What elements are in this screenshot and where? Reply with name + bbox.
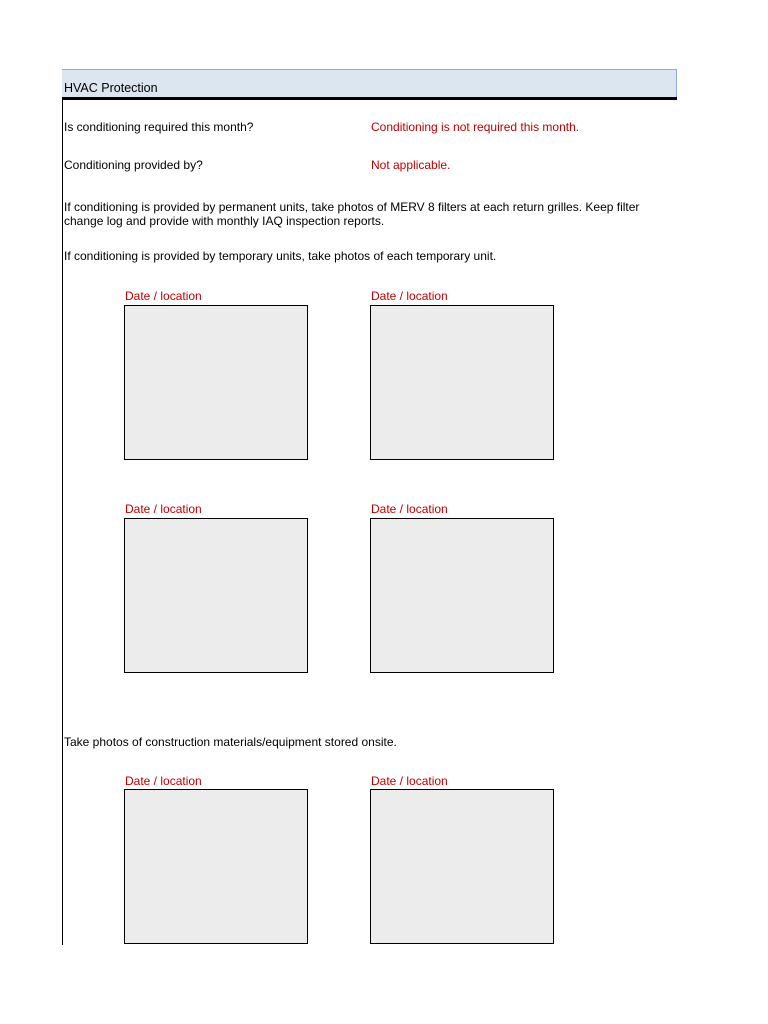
section-header — [62, 69, 677, 98]
photo-placeholder[interactable] — [370, 789, 554, 944]
note-temporary-units: If conditioning is provided by temporary units, take photos of each temporary unit. — [64, 249, 497, 263]
photo-caption[interactable]: Date / location — [125, 774, 202, 788]
answer-conditioning-required[interactable]: Conditioning is not required this month. — [371, 120, 580, 134]
photo-caption[interactable]: Date / location — [125, 289, 202, 303]
question-conditioning-required: Is conditioning required this month? — [64, 120, 254, 134]
photo-caption[interactable]: Date / location — [371, 502, 448, 516]
photo-caption[interactable]: Date / location — [125, 502, 202, 516]
question-conditioning-provider: Conditioning provided by? — [64, 158, 203, 172]
photo-placeholder[interactable] — [370, 305, 554, 460]
photo-placeholder[interactable] — [370, 518, 554, 673]
photo-caption[interactable]: Date / location — [371, 289, 448, 303]
note-materials-storage: Take photos of construction materials/equipment stored onsite. — [64, 735, 397, 749]
section-title: HVAC Protection — [64, 81, 158, 95]
photo-placeholder[interactable] — [124, 789, 308, 944]
note-permanent-units: If conditioning is provided by permanent units, take photos of MERV 8 filters at each return grilles. Keep filter change log and provide with monthly IAQ inspection reports. — [64, 200, 640, 228]
header-rule — [62, 97, 677, 100]
answer-conditioning-provider[interactable]: Not applicable. — [371, 158, 451, 172]
photo-caption[interactable]: Date / location — [371, 774, 448, 788]
photo-placeholder[interactable] — [124, 518, 308, 673]
photo-placeholder[interactable] — [124, 305, 308, 460]
sheet-left-border — [62, 69, 63, 945]
